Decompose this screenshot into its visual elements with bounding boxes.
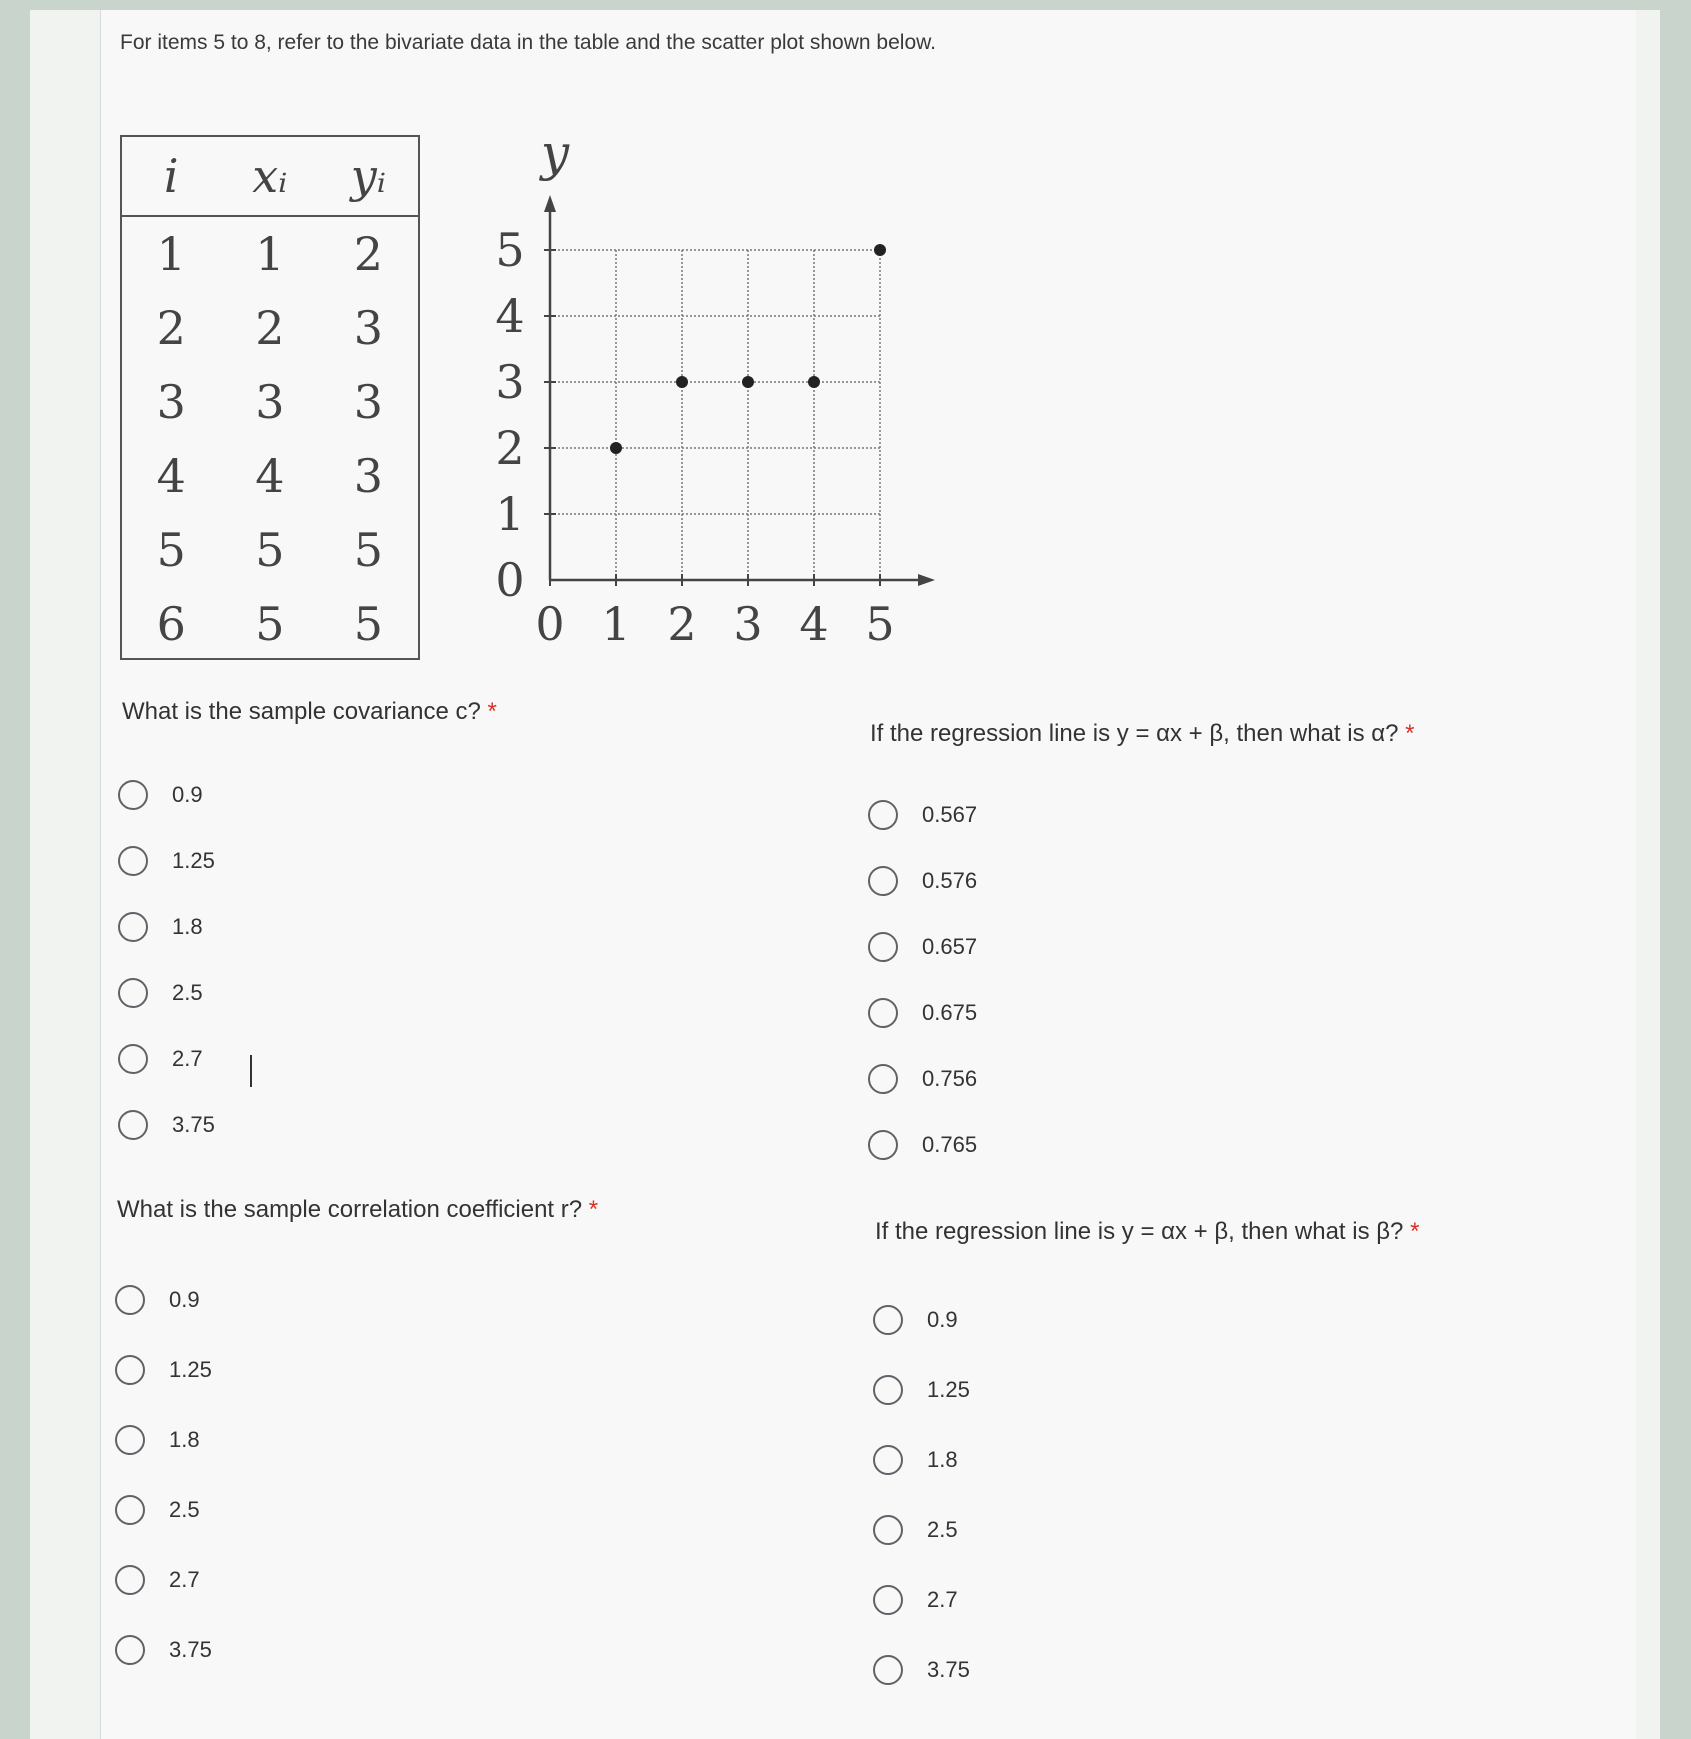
radio-button[interactable] (115, 1285, 145, 1315)
option-correlation-5[interactable] (115, 1635, 212, 1665)
table-cell: 4 (255, 449, 285, 503)
radio-button[interactable] (868, 998, 898, 1028)
y-axis-arrow (544, 195, 556, 212)
option-correlation-2[interactable] (115, 1425, 200, 1455)
option-beta-4[interactable] (873, 1585, 958, 1615)
option-covariance-3[interactable] (118, 978, 203, 1008)
table-cell: 6 (156, 597, 186, 651)
option-label: 0.567 (922, 802, 978, 827)
radio-button[interactable] (118, 1110, 148, 1140)
table-cell: 2 (255, 301, 285, 355)
table-cell: 4 (156, 449, 186, 503)
option-label: 1.25 (172, 848, 215, 873)
option-label: 1.25 (169, 1357, 212, 1382)
option-correlation-3[interactable] (115, 1495, 200, 1525)
radio-button[interactable] (873, 1655, 903, 1685)
y-tick-label: 1 (495, 487, 525, 541)
option-label: 3.75 (169, 1637, 212, 1662)
header-i: i (163, 149, 179, 203)
option-covariance-1[interactable] (118, 846, 215, 876)
text-cursor (250, 1055, 252, 1087)
y-tick-label: 4 (495, 289, 525, 343)
option-label: 0.9 (927, 1307, 958, 1332)
radio-button[interactable] (118, 1044, 148, 1074)
option-label: 1.8 (172, 914, 203, 939)
x-tick-label: 5 (865, 597, 895, 651)
option-alpha-4[interactable] (868, 1064, 977, 1094)
option-alpha-3[interactable] (868, 998, 977, 1028)
radio-button[interactable] (118, 912, 148, 942)
required-mark: * (1410, 1218, 1420, 1245)
option-label: 0.756 (922, 1066, 978, 1091)
required-mark: * (487, 698, 497, 725)
table-cell: 2 (353, 227, 384, 281)
x-tick-label: 2 (667, 597, 697, 651)
radio-button[interactable] (868, 932, 898, 962)
y-tick-label: 3 (495, 355, 525, 409)
option-beta-0[interactable] (873, 1305, 958, 1335)
radio-button[interactable] (868, 1130, 898, 1160)
table-row (122, 291, 418, 365)
data-table (120, 135, 420, 660)
radio-button[interactable] (118, 978, 148, 1008)
table-cell: 5 (255, 523, 285, 577)
option-covariance-5[interactable] (118, 1110, 215, 1140)
option-covariance-2[interactable] (118, 912, 203, 942)
scatter-point (610, 442, 622, 454)
radio-button[interactable] (873, 1445, 903, 1475)
radio-button[interactable] (118, 846, 148, 876)
x-tick-label: 1 (601, 597, 631, 651)
table-row (122, 513, 418, 587)
question-beta (875, 1218, 1419, 1246)
option-label: 1.8 (927, 1447, 958, 1472)
radio-button[interactable] (873, 1305, 903, 1335)
table-cell: 5 (156, 523, 186, 577)
radio-button[interactable] (873, 1585, 903, 1615)
option-label: 0.576 (922, 868, 978, 893)
table-cell: 3 (156, 375, 186, 429)
question-text: What is the sample correlation coefficient r? (117, 1196, 583, 1223)
option-label: 2.7 (172, 1046, 203, 1071)
table-row (122, 587, 418, 661)
question-correlation (117, 1196, 598, 1224)
question-covariance (122, 698, 497, 726)
option-alpha-0[interactable] (868, 800, 977, 830)
radio-button[interactable] (873, 1515, 903, 1545)
question-alpha (870, 720, 1414, 748)
table-cell: 5 (353, 523, 384, 577)
option-beta-2[interactable] (873, 1445, 958, 1475)
table-cell: 2 (156, 301, 186, 355)
option-label: 3.75 (172, 1112, 215, 1137)
y-tick-label: 2 (495, 421, 525, 475)
table-cell: 3 (255, 375, 285, 429)
option-label: 0.9 (172, 782, 203, 807)
option-label: 0.657 (922, 934, 978, 959)
option-label: 1.8 (169, 1427, 200, 1452)
option-label: 0.9 (169, 1287, 200, 1312)
option-beta-5[interactable] (873, 1655, 970, 1685)
option-alpha-5[interactable] (868, 1130, 977, 1160)
radio-button[interactable] (115, 1495, 145, 1525)
table-header (122, 137, 418, 217)
option-label: 2.7 (169, 1567, 200, 1592)
option-alpha-2[interactable] (868, 932, 977, 962)
scatter-point (742, 376, 754, 388)
option-covariance-4[interactable] (118, 1044, 203, 1074)
x-tick-label: 0 (535, 597, 565, 651)
option-label: 2.5 (172, 980, 203, 1005)
x-tick-label: 3 (733, 597, 763, 651)
scatter-point (808, 376, 820, 388)
radio-button[interactable] (118, 780, 148, 810)
scatter-point (676, 376, 688, 388)
question-text: If the regression line is y = αx + β, then what is β? (875, 1218, 1404, 1245)
option-correlation-0[interactable] (115, 1285, 200, 1315)
table-cell: 1 (255, 227, 285, 281)
header-y: yᵢ (350, 149, 387, 203)
scatter-plot (480, 130, 950, 670)
option-label: 2.7 (927, 1587, 958, 1612)
option-label: 0.765 (922, 1132, 978, 1157)
table-row (122, 439, 418, 513)
option-label: 1.25 (927, 1377, 970, 1402)
radio-button[interactable] (868, 866, 898, 896)
option-correlation-4[interactable] (115, 1565, 200, 1595)
table-cell: 5 (353, 597, 384, 651)
option-label: 3.75 (927, 1657, 970, 1682)
option-label: 0.675 (922, 1000, 978, 1025)
required-mark: * (588, 1196, 599, 1223)
option-label: 2.5 (169, 1497, 200, 1522)
option-beta-3[interactable] (873, 1515, 958, 1545)
scatter-point (874, 244, 886, 256)
table-cell: 3 (353, 301, 384, 355)
table-row (122, 217, 418, 291)
radio-button[interactable] (868, 1064, 898, 1094)
radio-button[interactable] (115, 1425, 145, 1455)
radio-button[interactable] (115, 1635, 145, 1665)
option-beta-1[interactable] (873, 1375, 970, 1405)
table-cell: 3 (353, 449, 384, 503)
header-x: xᵢ (252, 149, 288, 203)
radio-button[interactable] (868, 800, 898, 830)
x-axis-arrow (918, 574, 935, 586)
option-label: 2.5 (927, 1517, 958, 1542)
question-text: If the regression line is y = αx + β, then what is α? (870, 720, 1399, 747)
table-cell: 3 (353, 375, 384, 429)
radio-button[interactable] (873, 1375, 903, 1405)
radio-button[interactable] (115, 1565, 145, 1595)
option-covariance-0[interactable] (118, 780, 203, 810)
question-text: What is the sample covariance c? (122, 698, 481, 725)
option-alpha-1[interactable] (868, 866, 977, 896)
table-row (122, 365, 418, 439)
y-tick-label: 5 (495, 223, 525, 277)
y-tick-label: 0 (495, 553, 525, 607)
radio-button[interactable] (115, 1355, 145, 1385)
table-cell: 5 (255, 597, 285, 651)
table-cell: 1 (156, 227, 186, 281)
x-tick-label: 4 (799, 597, 829, 651)
option-correlation-1[interactable] (115, 1355, 212, 1385)
y-axis-label: y (540, 130, 570, 182)
intro-text: For items 5 to 8, refer to the bivariate data in the table and the scatter plot shown below. (120, 31, 936, 54)
required-mark: * (1405, 720, 1415, 747)
